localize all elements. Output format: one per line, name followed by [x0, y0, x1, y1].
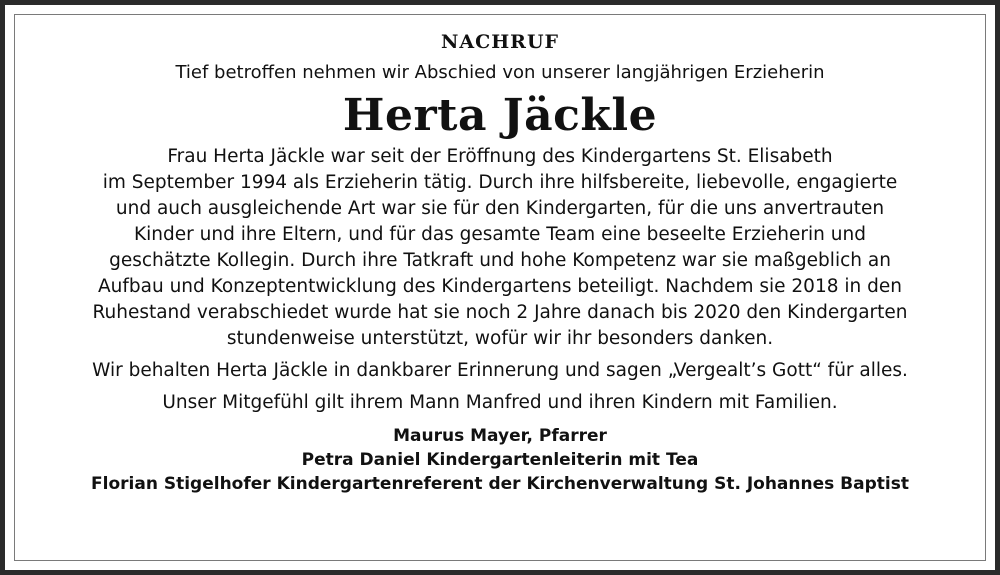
body-line: stundenweise unterstützt, wofür wir ihr besonders danken. [226, 328, 774, 349]
signature-line: Petra Daniel Kindergartenleiterin mit Tea [301, 450, 699, 470]
body-line: im September 1994 als Erzieherin tätig. Durch ihre hilfsbereite, liebevolle, engagierte [102, 172, 898, 193]
body-line: Ruhestand verabschiedet wurde hat sie noch 2 Jahre danach bis 2020 den Kindergarten [92, 302, 908, 323]
notice-body [0, 144, 1000, 352]
remembrance-text: Wir behalten Herta Jäckle in dankbarer Erinnerung und sagen „Vergealt’s Gott“ für alles. [92, 360, 908, 381]
body-line: Kinder und ihre Eltern, und für das gesamte Team eine beseelte Erzieherin und [134, 224, 866, 245]
body-line: geschätzte Kollegin. Durch ihre Tatkraft und hohe Kompetenz war sie maßgeblich an [109, 250, 891, 271]
signature-line: Maurus Mayer, Pfarrer [393, 426, 607, 446]
notice-heading: NACHRUF [440, 31, 560, 53]
body-line: Frau Herta Jäckle war seit der Eröffnung des Kindergartens St. Elisabeth [167, 146, 833, 167]
body-line: Aufbau und Konzeptentwicklung des Kindergartens beteiligt. Nachdem sie 2018 in den [98, 276, 902, 297]
signature-block [0, 424, 1000, 496]
obituary-notice [0, 30, 1000, 496]
body-line: und auch ausgleichende Art war sie für den Kindergarten, für die uns anvertrauten [115, 198, 885, 219]
sympathy-text: Unser Mitgefühl gilt ihrem Mann Manfred und ihren Kindern mit Familien. [162, 392, 838, 413]
notice-intro: Tief betroffen nehmen wir Abschied von unserer langjährigen Erzieherin [175, 62, 825, 83]
deceased-name: Herta Jäckle [342, 90, 658, 141]
signature-line: Florian Stigelhofer Kindergartenreferent der Kirchenverwaltung St. Johannes Baptist [91, 474, 909, 494]
